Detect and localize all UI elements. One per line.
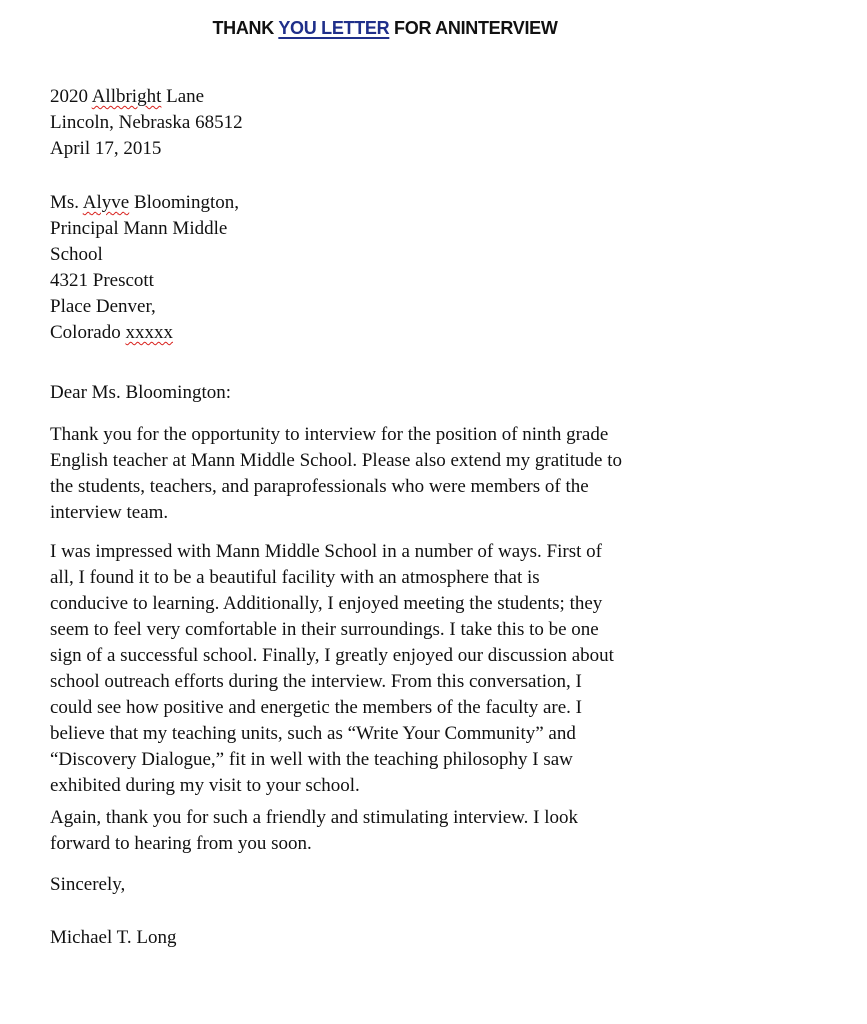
recipient-line-3: School bbox=[50, 244, 103, 265]
paragraph-line: all, I found it to be a beautiful facility with an atmosphere that is bbox=[50, 567, 540, 588]
paragraph-line: I was impressed with Mann Middle School in a number of ways. First of bbox=[50, 541, 602, 562]
title-part-2: YOU LETTER bbox=[278, 18, 390, 38]
title-part-1: THANK bbox=[212, 18, 274, 38]
recipient-last-name: Bloomington, bbox=[133, 192, 239, 213]
paragraph-line: believe that my teaching units, such as “Write Your Community” and bbox=[50, 723, 576, 744]
paragraph-2 bbox=[50, 539, 730, 799]
sender-street bbox=[50, 84, 243, 110]
paragraph-line: the students, teachers, and paraprofessionals who were members of the bbox=[50, 476, 589, 497]
paragraph-line: sign of a successful school. Finally, I greatly enjoyed our discussion about bbox=[50, 645, 614, 666]
sender-address bbox=[50, 84, 243, 162]
paragraph-line: “Discovery Dialogue,” fit in well with the teaching philosophy I saw bbox=[50, 749, 573, 770]
paragraph-line: interview team. bbox=[50, 502, 169, 523]
recipient-state: Colorado bbox=[50, 322, 121, 343]
street-number: 2020 bbox=[50, 86, 88, 107]
street-name: Allbright bbox=[91, 86, 162, 107]
paragraph-line: Again, thank you for such a friendly and stimulating interview. I look bbox=[50, 807, 579, 828]
paragraph-line: school outreach efforts during the interview. From this conversation, I bbox=[50, 671, 582, 692]
greeting: Dear Ms. Bloomington: bbox=[50, 382, 232, 403]
paragraph-line: could see how positive and energetic the members of the faculty are. I bbox=[50, 697, 582, 718]
paragraph-line: conducive to learning. Additionally, I enjoyed meeting the students; they bbox=[50, 593, 603, 614]
recipient-name bbox=[50, 190, 239, 216]
paragraph-line: Thank you for the opportunity to interview for the position of ninth grade bbox=[50, 424, 609, 445]
recipient-line-2: Principal Mann Middle bbox=[50, 218, 228, 239]
recipient-first-name: Alyve bbox=[82, 192, 130, 213]
title-part-3: FOR ANINTERVIEW bbox=[394, 18, 558, 38]
sender-city-state-zip: Lincoln, Nebraska 68512 bbox=[50, 112, 243, 133]
recipient-zip: xxxxx bbox=[125, 322, 173, 343]
signature-name: Michael T. Long bbox=[50, 927, 177, 948]
recipient-line-5: Place Denver, bbox=[50, 296, 156, 317]
recipient-prefix: Ms. bbox=[50, 192, 80, 213]
paragraph-3 bbox=[50, 805, 730, 857]
recipient-line-4: 4321 Prescott bbox=[50, 270, 154, 291]
paragraph-line: English teacher at Mann Middle School. Please also extend my gratitude to bbox=[50, 450, 622, 471]
letter-title bbox=[0, 18, 770, 39]
paragraph-line: seem to feel very comfortable in their surroundings. I take this to be one bbox=[50, 619, 599, 640]
paragraph-1 bbox=[50, 422, 730, 526]
recipient-line-6 bbox=[50, 320, 239, 346]
paragraph-line: forward to hearing from you soon. bbox=[50, 833, 312, 854]
letter-date: April 17, 2015 bbox=[50, 138, 162, 159]
paragraph-line: exhibited during my visit to your school. bbox=[50, 775, 360, 796]
recipient-address bbox=[50, 190, 239, 346]
street-suffix: Lane bbox=[166, 86, 205, 107]
closing: Sincerely, bbox=[50, 874, 126, 895]
